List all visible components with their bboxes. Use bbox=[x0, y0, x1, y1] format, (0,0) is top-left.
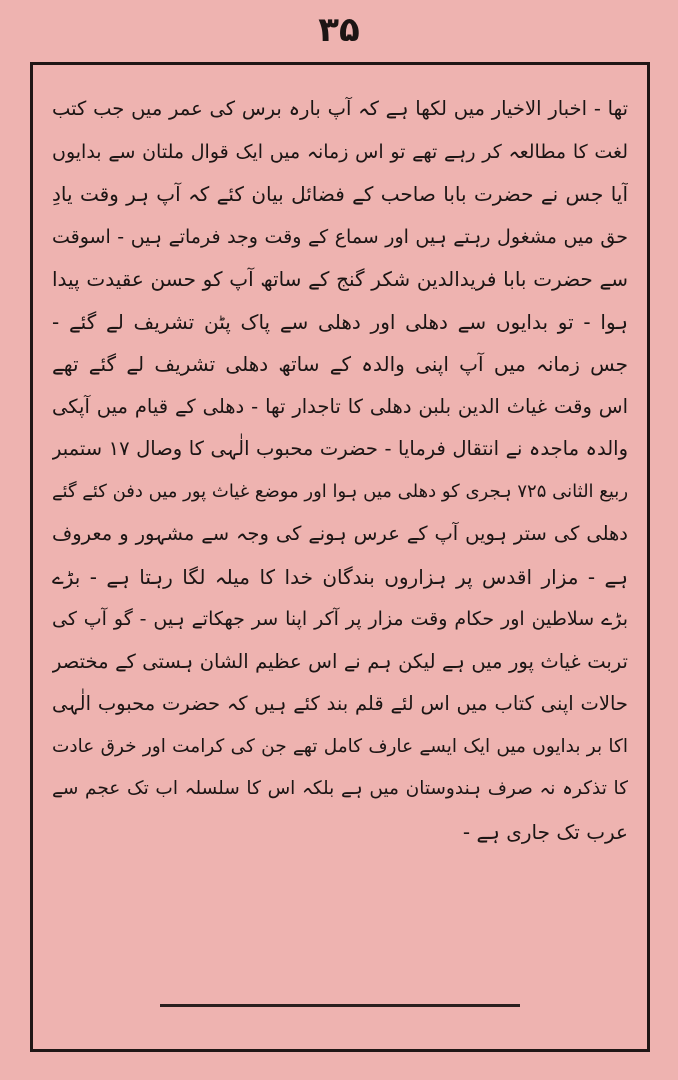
text-line: کا تذکرہ نہ صرف ہندوستان میں ہے بلکہ اس کا سلسلہ اب تک عجم سے bbox=[52, 778, 628, 799]
text-line: دھلی کی ستر ہویں آپ کے عرس ہونے کی وجہ سے مشہور و معروف bbox=[52, 522, 628, 545]
text-line: بڑے سلاطین اور حکام وقت مزار پر آکر اپنا سر جھکاتے ہیں - گو آپ کی bbox=[52, 608, 628, 630]
text-line: لغت کا مطالعہ کر رہے تھے تو اس زمانہ میں ایک قوال ملتان سے بدایوں bbox=[52, 140, 628, 163]
text-line: سے حضرت بابا فریدالدین شکر گنج کے ساتھ آپ کو حسن عقیدت پیدا bbox=[52, 267, 628, 291]
text-line: ربیع الثانی ۷۲۵ ہجری کو دھلی میں ہوا اور موضع غیاث پور میں دفن کئے گئے bbox=[52, 480, 628, 502]
text-line: حق میں مشغول رہتے ہیں اور سماع کے وقت وجد فرماتے ہیں - اسوقت bbox=[52, 225, 628, 248]
text-line: ہے - مزار اقدس پر ہزاروں بندگان خدا کا میلہ لگا رہتا ہے - بڑے bbox=[52, 564, 628, 589]
text-line: والدہ ماجدہ نے انتقال فرمایا - حضرت محبوب الٰہی کا وصال ۱۷ ستمبر bbox=[52, 437, 628, 460]
text-line: ہوا - تو بدایوں سے دھلی اور دھلی سے پاک پٹن تشریف لے گئے - bbox=[52, 309, 628, 334]
page-number: ۳۵ bbox=[318, 10, 360, 50]
text-line: تربت غیاث پور میں ہے لیکن ہم نے اس عظیم الشان ہستی کے مختصر bbox=[52, 649, 628, 673]
end-rule bbox=[160, 1004, 520, 1007]
text-line: آیا جس نے حضرت بابا صاحب کے فضائل بیان کئے کہ آپ ہر وقت یادِ bbox=[52, 182, 628, 206]
text-line: اکا بر بدایوں میں ایک ایسے عارف کامل تھے جن کی کرامت اور خرق عادت bbox=[52, 735, 628, 757]
body-text bbox=[52, 88, 628, 853]
text-line-last: عرب تک جاری ہے - bbox=[462, 819, 628, 844]
text-line: تھا - اخبار الاخیار میں لکھا ہے کہ آپ بارہ برس کی عمر میں جب کتب bbox=[52, 97, 628, 120]
text-line: جس زمانہ میں آپ اپنی والدہ کے ساتھ دھلی تشریف لے گئے تھے bbox=[52, 352, 628, 376]
text-line: اس وقت غیاث الدین بلبن دھلی کا تاجدار تھا - دھلی کے قیام میں آپکی bbox=[52, 394, 628, 418]
text-line: حالات اپنی کتاب میں اس لئے قلم بند کئے ہیں کہ حضرت محبوب الٰہی bbox=[52, 692, 628, 715]
